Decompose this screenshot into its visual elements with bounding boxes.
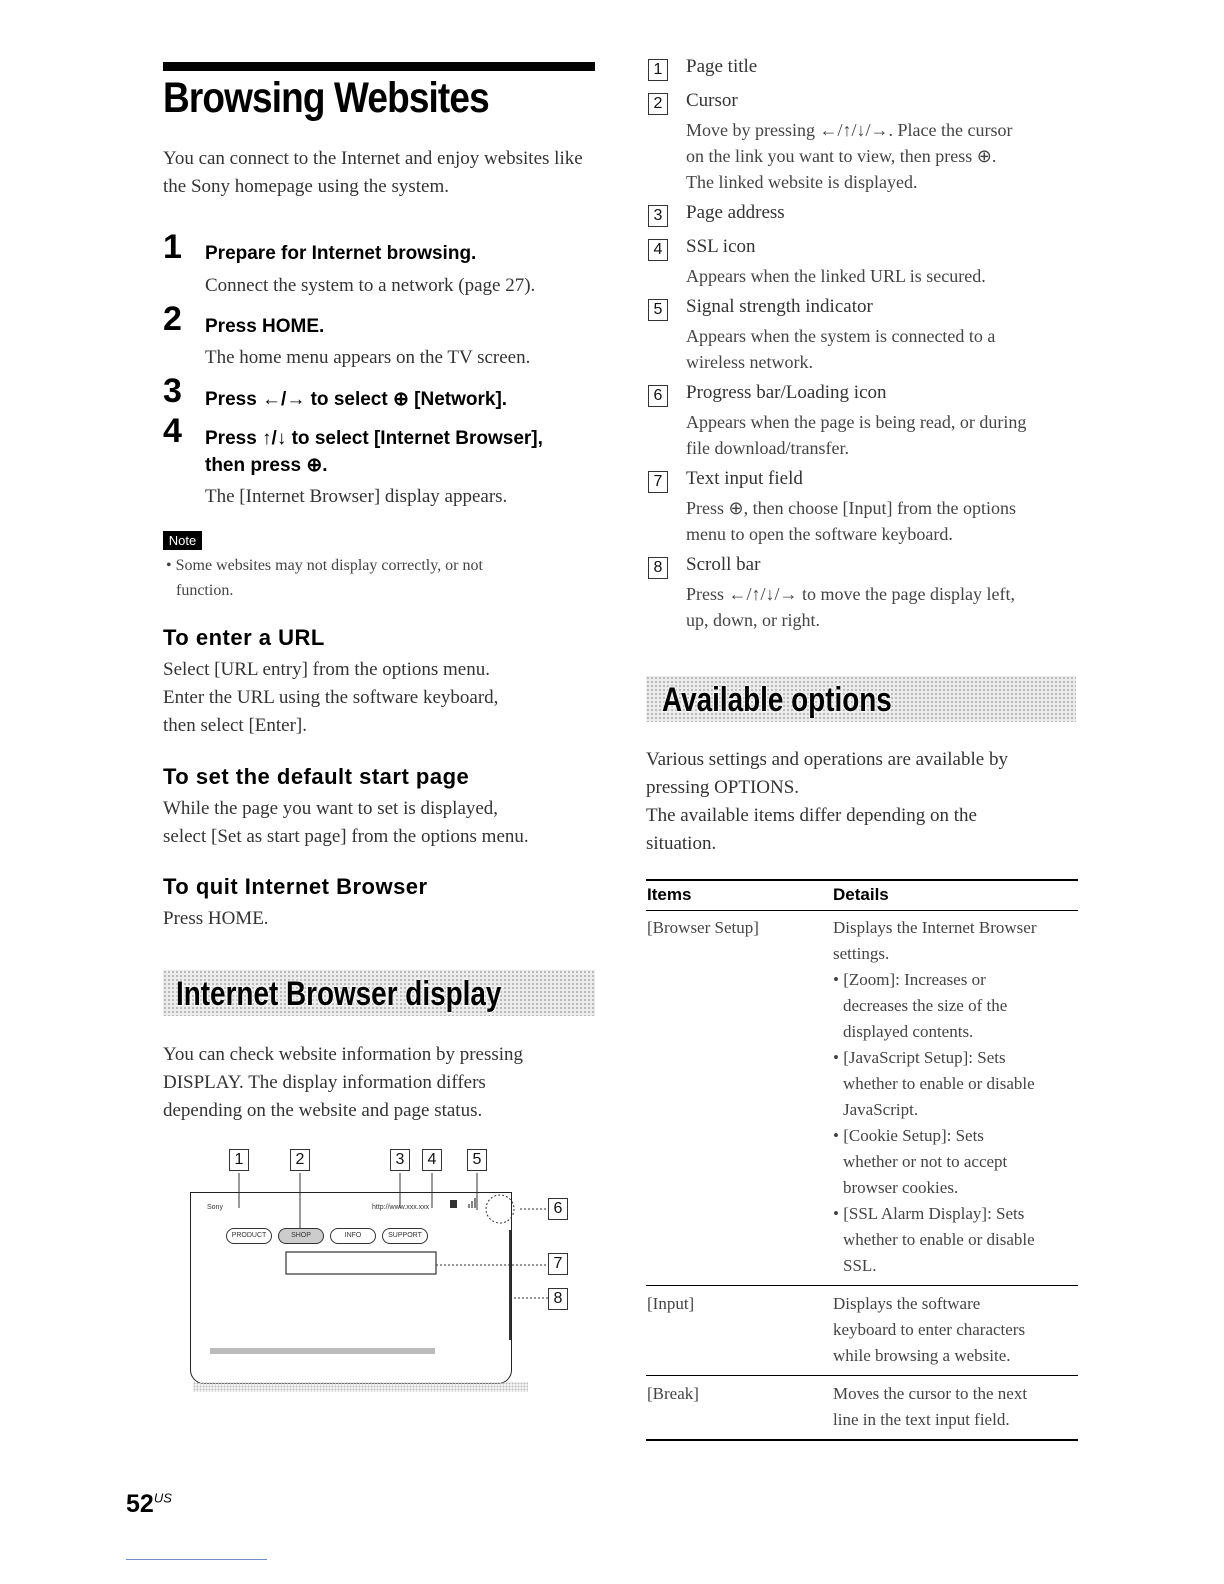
callout-3: 3 — [390, 1149, 410, 1171]
horizontal-scroll-track — [210, 1348, 435, 1354]
note-badge: Note — [163, 531, 202, 550]
table-details-line: JavaScript. — [843, 1100, 919, 1119]
table-details-line: Displays the Internet Browser — [833, 918, 1037, 937]
table-details-line: whether or not to accept — [843, 1152, 1008, 1171]
step-body: The [Internet Browser] display appears. — [205, 486, 508, 507]
step-title: Press ↑/↓ to select [Internet Browser], — [205, 428, 543, 449]
table-details-line: • [Cookie Setup]: Sets — [833, 1126, 984, 1145]
table-details-line: settings. — [833, 944, 890, 963]
text-input-field — [286, 1252, 436, 1274]
legend-number: 8 — [648, 557, 668, 579]
table-details-line: SSL. — [843, 1256, 877, 1275]
step-body: Connect the system to a network (page 27). — [205, 275, 536, 296]
display-line: depending on the website and page status. — [163, 1100, 483, 1121]
footer-rule — [126, 1559, 267, 1560]
legend-title: SSL icon — [686, 236, 756, 257]
callout-7: 7 — [548, 1253, 568, 1275]
table-details-line: Displays the software — [833, 1294, 981, 1313]
section-heading: To set the default start page — [163, 764, 470, 789]
table-row-rule — [646, 1375, 1078, 1376]
lock-icon — [450, 1200, 457, 1208]
table-details-line: • [Zoom]: Increases or — [833, 970, 986, 989]
legend-title: Scroll bar — [686, 554, 761, 575]
section-heading: To enter a URL — [163, 625, 325, 650]
table-details-line: keyboard to enter characters — [833, 1320, 1026, 1339]
callout-4: 4 — [422, 1149, 442, 1171]
intro-paragraph: You can connect to the Internet and enjoy websites like the Sony homepage using the system. — [163, 148, 583, 197]
site-nav-product: PRODUCT — [226, 1228, 272, 1244]
legend-number: 7 — [648, 471, 668, 493]
table-header-rule — [646, 910, 1078, 911]
section-heading: To quit Internet Browser — [163, 874, 428, 899]
options-line: pressing OPTIONS. — [646, 777, 800, 798]
step-title: then press ⊕. — [205, 455, 328, 476]
step-body: The home menu appears on the TV screen. — [205, 347, 531, 368]
table-details-line: • [JavaScript Setup]: Sets — [833, 1048, 1006, 1067]
site-url: http://www.xxx.xxx — [372, 1204, 430, 1211]
legend-title: Page title — [686, 56, 758, 77]
step-number: 4 — [163, 412, 182, 450]
legend-description: Press ←/↑/↓/→ to move the page display left, — [686, 584, 1015, 604]
table-details-line: while browsing a website. — [833, 1346, 1011, 1365]
display-line: You can check website information by pressing — [163, 1044, 524, 1065]
step-title: Press ←/→ to select ⊕ [Network]. — [205, 389, 508, 410]
legend-number: 4 — [648, 239, 668, 261]
signal-icon — [469, 1198, 475, 1208]
step-title: Press HOME. — [205, 316, 325, 337]
legend-number: 3 — [648, 205, 668, 227]
table-top-rule — [646, 879, 1078, 881]
legend-description: on the link you want to view, then press ⊕. — [686, 146, 997, 166]
table-details-line: displayed contents. — [843, 1022, 974, 1041]
callout-1: 1 — [229, 1149, 249, 1171]
legend-description: Appears when the page is being read, or during — [686, 412, 1027, 432]
table-details-line: whether to enable or disable — [843, 1074, 1035, 1093]
legend-title: Progress bar/Loading icon — [686, 382, 887, 403]
table-details-line: • [SSL Alarm Display]: Sets — [833, 1204, 1025, 1223]
diagram-leader-lines — [180, 1170, 560, 1390]
title-rule — [163, 62, 595, 71]
legend-description: up, down, or right. — [686, 610, 820, 630]
options-line: situation. — [646, 833, 717, 854]
table-details-line: whether to enable or disable — [843, 1230, 1035, 1249]
site-nav-support: SUPPORT — [382, 1228, 428, 1244]
site-brand: Sony — [207, 1204, 223, 1211]
page-title: Browsing Websites — [163, 74, 489, 122]
section-line: Enter the URL using the software keyboard, — [163, 687, 499, 708]
legend-description: Press ⊕, then choose [Input] from the options — [686, 498, 1017, 518]
note-text: • Some websites may not display correctly, or not — [166, 557, 483, 574]
legend-description: Appears when the system is connected to a — [686, 326, 996, 346]
callout-2: 2 — [290, 1149, 310, 1171]
section-line: then select [Enter]. — [163, 715, 308, 736]
table-details-line: decreases the size of the — [843, 996, 1008, 1015]
site-nav-shop: SHOP — [278, 1228, 324, 1244]
table-item-cell: [Input] — [647, 1294, 695, 1313]
options-line: The available items differ depending on the — [646, 805, 977, 826]
table-item-cell: [Break] — [647, 1384, 699, 1403]
legend-title: Text input field — [686, 468, 803, 489]
callout-5: 5 — [467, 1149, 487, 1171]
step-number: 2 — [163, 300, 182, 338]
legend-description: wireless network. — [686, 352, 813, 372]
options-line: Various settings and operations are available by — [646, 749, 1008, 770]
table-details-line: browser cookies. — [843, 1178, 959, 1197]
callout-6: 6 — [548, 1198, 568, 1220]
table-details-line: Moves the cursor to the next — [833, 1384, 1028, 1403]
note-text: function. — [176, 582, 234, 599]
legend-number: 5 — [648, 299, 668, 321]
legend-number: 2 — [648, 93, 668, 115]
table-header-items: Items — [647, 885, 692, 904]
table-item-cell: [Browser Setup] — [647, 918, 759, 937]
banner-title: Available options — [662, 681, 892, 719]
banner-title: Internet Browser display — [176, 975, 502, 1013]
callout-8: 8 — [548, 1288, 568, 1310]
table-header-details: Details — [833, 885, 889, 904]
legend-title: Page address — [686, 202, 785, 223]
table-row-rule — [646, 1285, 1078, 1286]
section-line: While the page you want to set is displayed, — [163, 798, 499, 819]
table-row-rule — [646, 1439, 1078, 1441]
section-line: select [Set as start page] from the options menu. — [163, 826, 529, 847]
legend-description: menu to open the software keyboard. — [686, 524, 953, 544]
step-number: 1 — [163, 228, 182, 266]
step-title: Prepare for Internet browsing. — [205, 243, 477, 264]
legend-description: Move by pressing ←/↑/↓/→. Place the cursor — [686, 120, 1013, 140]
legend-title: Signal strength indicator — [686, 296, 873, 317]
legend-description: Appears when the linked URL is secured. — [686, 266, 986, 286]
legend-number: 6 — [648, 385, 668, 407]
legend-description: file download/transfer. — [686, 438, 849, 458]
table-details-line: line in the text input field. — [833, 1410, 1010, 1429]
step-number: 3 — [163, 372, 182, 410]
section-line: Select [URL entry] from the options menu. — [163, 659, 490, 680]
legend-title: Cursor — [686, 90, 738, 111]
display-line: DISPLAY. The display information differs — [163, 1072, 486, 1093]
section-line: Press HOME. — [163, 908, 269, 929]
page-number: $52^{US}$ — [126, 1490, 172, 1518]
site-nav-info: INFO — [330, 1228, 376, 1244]
legend-description: The linked website is displayed. — [686, 172, 918, 192]
legend-number: 1 — [648, 59, 668, 81]
